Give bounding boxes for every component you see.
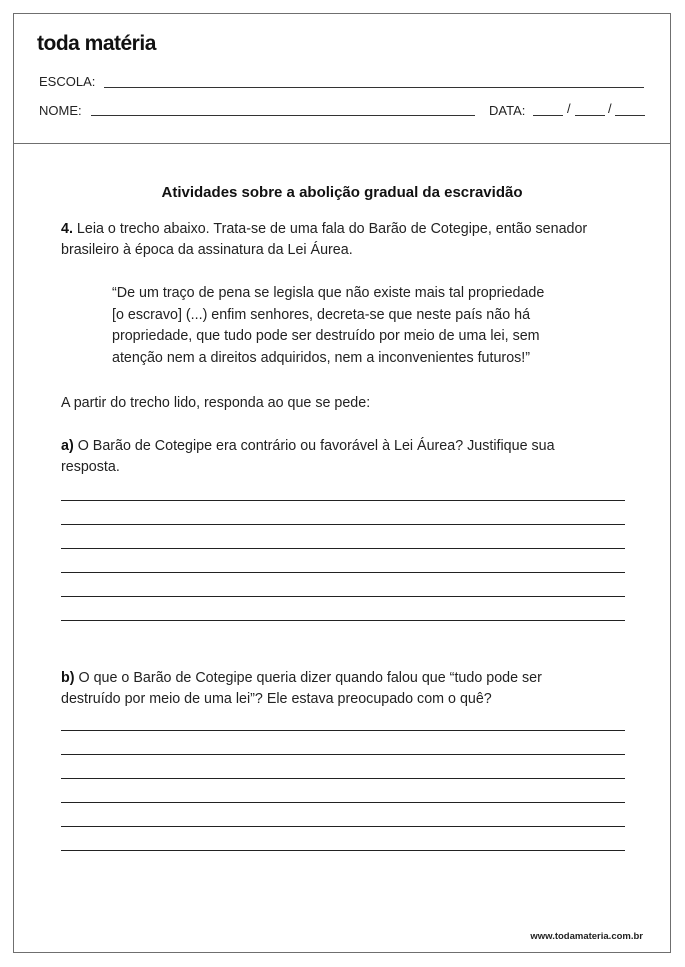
question-intro-line: brasileiro à época da assinatura da Lei Áurea. — [61, 242, 353, 258]
header-divider — [13, 143, 671, 144]
date-month-field[interactable] — [575, 115, 605, 116]
quote-line: propriedade, que tudo pode ser destruído por meio de uma lei, sem — [112, 328, 540, 344]
name-label: NOME: — [39, 103, 82, 118]
answer-b-line[interactable] — [61, 850, 625, 851]
footer-url: www.todamateria.com.br — [530, 931, 643, 942]
answer-a-line[interactable] — [61, 524, 625, 525]
answer-a-line[interactable] — [61, 548, 625, 549]
question-a-letter: a) — [61, 438, 74, 454]
date-year-field[interactable] — [615, 115, 645, 116]
worksheet-title: Atividades sobre a abolição gradual da escravidão — [161, 184, 523, 201]
quote-line: “De um traço de pena se legisla que não existe mais tal propriedade — [112, 285, 545, 301]
answer-a-line[interactable] — [61, 596, 625, 597]
worksheet-frame — [13, 13, 671, 953]
date-separator: / — [608, 101, 612, 116]
question-number: 4. — [61, 221, 73, 237]
question-b-line: destruído por meio de uma lei”? Ele estava preocupado com o quê? — [61, 691, 492, 707]
historical-quote — [112, 283, 577, 369]
question-b-line: b) O que o Barão de Cotegipe queria dizer quando falou que “tudo pode ser — [61, 670, 542, 686]
answer-a-line[interactable] — [61, 572, 625, 573]
question-b-letter: b) — [61, 670, 75, 686]
date-label: DATA: — [489, 103, 526, 118]
question-a-line: a) O Barão de Cotegipe era contrário ou favorável à Lei Áurea? Justifique sua — [61, 438, 555, 454]
quote-line: atenção nem a direitos adquiridos, nem a inconvenientes futuros!” — [112, 349, 531, 366]
question-intro — [61, 219, 631, 261]
name-field[interactable] — [91, 115, 475, 116]
date-separator: / — [567, 101, 571, 116]
answer-b-line[interactable] — [61, 778, 625, 779]
answer-b-line[interactable] — [61, 802, 625, 803]
school-field[interactable] — [104, 87, 644, 88]
school-label: ESCOLA: — [39, 74, 96, 89]
answer-a-line[interactable] — [61, 620, 625, 621]
instruction-text: A partir do trecho lido, responda ao que se pede: — [61, 395, 371, 411]
question-b — [61, 668, 631, 710]
question-a-line: resposta. — [61, 459, 120, 475]
question-a — [61, 436, 631, 478]
site-logo: toda matéria — [37, 32, 156, 55]
question-intro-line: 4. Leia o trecho abaixo. Trata-se de uma fala do Barão de Cotegipe, então senador — [61, 221, 588, 237]
date-day-field[interactable] — [533, 115, 563, 116]
quote-line: [o escravo] (...) enfim senhores, decreta-se que neste país não há — [112, 306, 531, 323]
answer-a-line[interactable] — [61, 500, 625, 501]
answer-b-line[interactable] — [61, 730, 625, 731]
answer-b-line[interactable] — [61, 754, 625, 755]
answer-b-line[interactable] — [61, 826, 625, 827]
